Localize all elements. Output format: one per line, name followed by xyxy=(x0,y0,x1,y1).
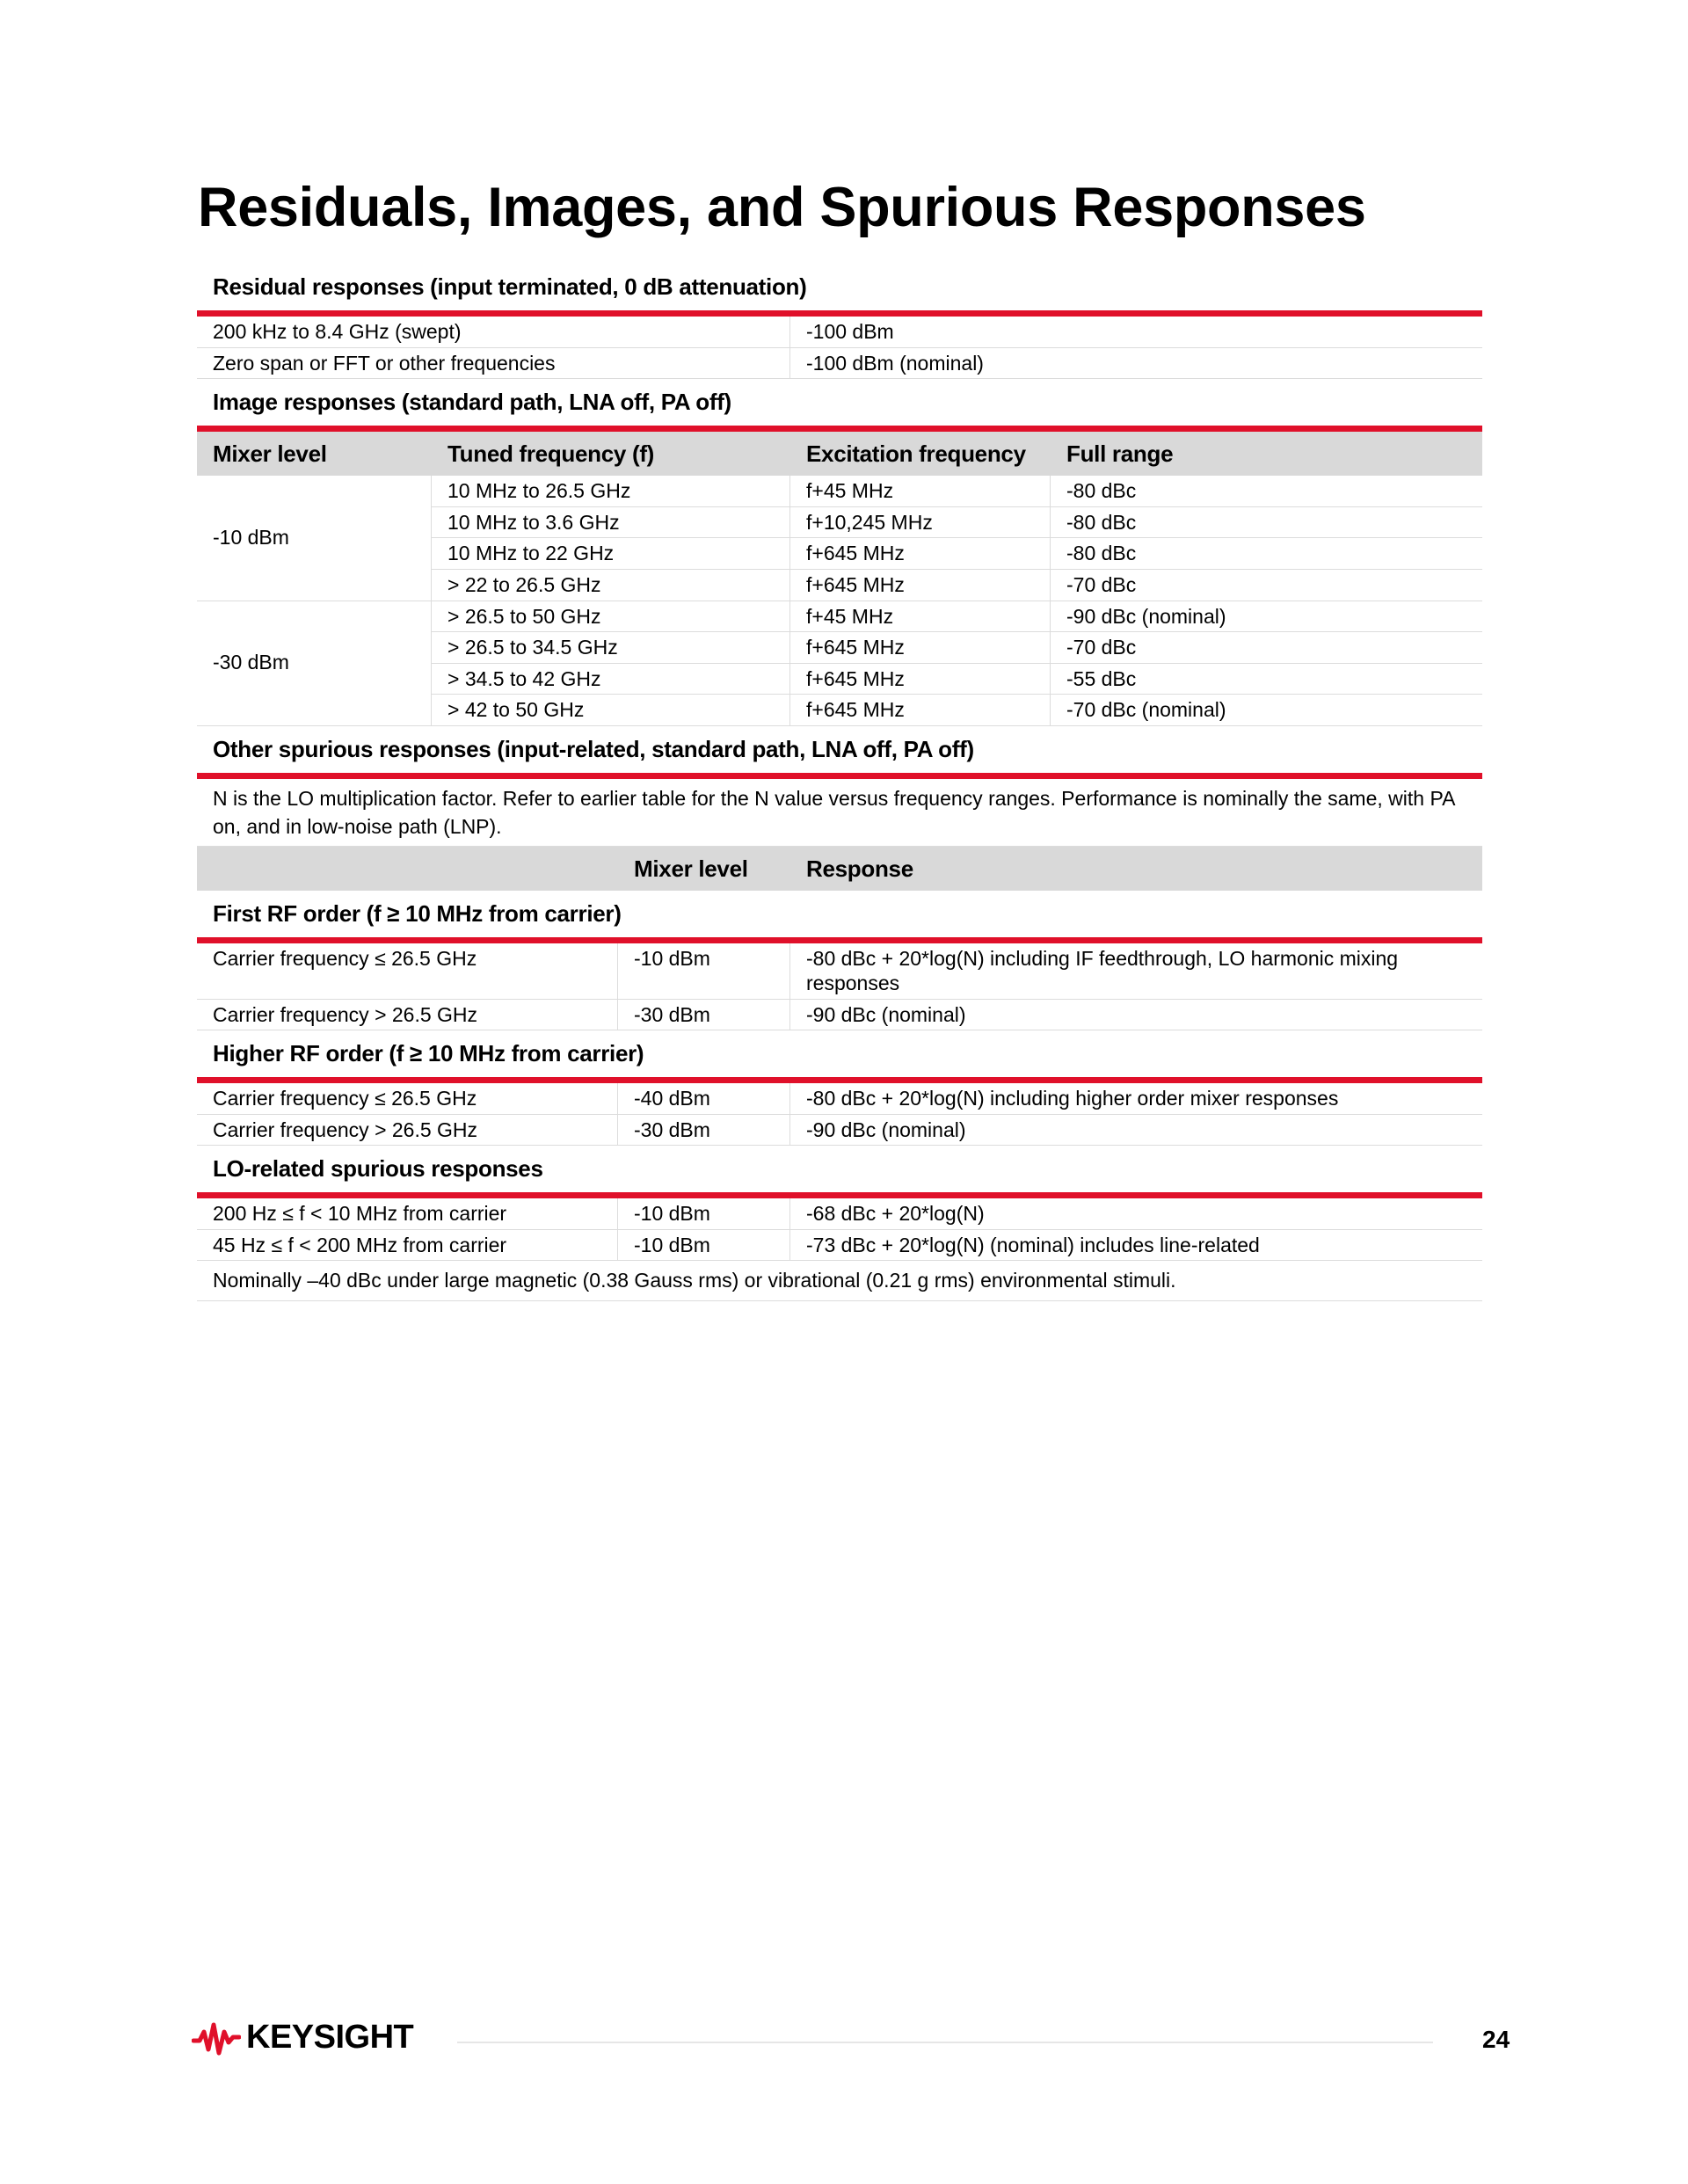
table-cell: -70 dBc xyxy=(1066,572,1137,596)
table-header xyxy=(197,432,1482,476)
table-row xyxy=(197,1230,1482,1262)
table-cell: -80 dBc + 20*log(N) including IF feedthrough, LO harmonic mixing responses xyxy=(806,947,1399,994)
section-heading-residual: Residual responses (input terminated, 0 dB attenuation) xyxy=(213,273,807,300)
table-row xyxy=(197,348,1482,380)
table-cell: f+645 MHz xyxy=(790,632,1051,663)
keysight-wave-icon xyxy=(192,2020,241,2057)
column-header: Tuned frequency (f) xyxy=(447,440,655,467)
table-cell: -100 dBm (nominal) xyxy=(806,351,984,375)
table-cell: > 34.5 to 42 GHz xyxy=(432,664,790,695)
column-header: Mixer level xyxy=(634,855,748,882)
table-cell: Carrier frequency ≤ 26.5 GHz xyxy=(197,943,618,998)
table-cell: f+45 MHz xyxy=(790,601,1051,632)
table-cell: f+645 MHz xyxy=(790,695,1051,725)
table-cell: 10 MHz to 26.5 GHz xyxy=(432,476,790,506)
table-cell: -30 dBm xyxy=(618,1000,790,1030)
table-header xyxy=(197,847,1482,891)
footer-divider xyxy=(457,2042,1433,2043)
table-cell: -30 dBm xyxy=(618,1115,790,1146)
table-row xyxy=(432,507,1482,539)
table-cell: Carrier frequency > 26.5 GHz xyxy=(197,1000,618,1030)
table-cell: Zero span or FFT or other frequencies xyxy=(197,348,790,379)
subsection-heading-first-rf: First RF order (f ≥ 10 MHz from carrier) xyxy=(213,900,622,928)
column-header: Mixer level xyxy=(213,440,327,467)
table-cell: -10 dBm xyxy=(618,943,790,998)
table-cell: > 26.5 to 50 GHz xyxy=(432,601,790,632)
table-row xyxy=(432,538,1482,570)
table-cell: -80 dBc xyxy=(1066,479,1137,503)
table-cell: > 26.5 to 34.5 GHz xyxy=(432,632,790,663)
table-cell: -68 dBc + 20*log(N) xyxy=(806,1202,985,1226)
table-cell: -90 dBc (nominal) xyxy=(806,1002,966,1026)
table-cell: -80 dBc + 20*log(N) including higher order mixer responses xyxy=(806,1087,1339,1110)
table-row xyxy=(432,476,1482,507)
mixer-level-cell: -10 dBm xyxy=(197,476,432,600)
note-text: N is the LO multiplication factor. Refer to earlier table for the N value versus frequency ranges. Performance is nominally the same, with PA on, and in low-noise path (LNP). xyxy=(197,779,1482,847)
column-header: Excitation frequency xyxy=(806,440,1026,467)
subsection-heading-higher-rf: Higher RF order (f ≥ 10 MHz from carrier) xyxy=(213,1040,644,1067)
table-cell: -90 dBc (nominal) xyxy=(806,1117,966,1141)
table-cell: 10 MHz to 22 GHz xyxy=(432,538,790,569)
column-header: Full range xyxy=(1066,440,1174,467)
table-cell: 200 kHz to 8.4 GHz (swept) xyxy=(197,317,790,347)
section-divider xyxy=(197,310,1482,317)
page-number: 24 xyxy=(1482,2026,1510,2053)
table-cell: -73 dBc + 20*log(N) (nominal) includes line-related xyxy=(806,1233,1260,1256)
table-cell: -70 dBc (nominal) xyxy=(1066,698,1226,722)
mixer-level-cell: -30 dBm xyxy=(197,601,432,725)
table-cell: -10 dBm xyxy=(618,1230,790,1261)
row-group xyxy=(197,601,1482,726)
table-cell: f+645 MHz xyxy=(790,538,1051,569)
section-divider xyxy=(197,937,1482,943)
table-cell: -80 dBc xyxy=(1066,510,1137,534)
keysight-logo xyxy=(192,2019,413,2057)
table-cell: Carrier frequency ≤ 26.5 GHz xyxy=(197,1083,618,1114)
section-heading-other-spurious: Other spurious responses (input-related, standard path, LNA off, PA off) xyxy=(213,735,974,762)
column-header: Response xyxy=(806,855,913,882)
table-cell: -80 dBc xyxy=(1066,542,1137,565)
table-cell: Carrier frequency > 26.5 GHz xyxy=(197,1115,618,1146)
spec-table xyxy=(197,264,1482,1301)
table-cell: -100 dBm xyxy=(806,320,894,343)
section-divider xyxy=(197,1077,1482,1083)
table-cell: 10 MHz to 3.6 GHz xyxy=(432,507,790,538)
table-cell: 45 Hz ≤ f < 200 MHz from carrier xyxy=(197,1230,618,1261)
table-cell: -10 dBm xyxy=(618,1198,790,1229)
table-cell: f+10,245 MHz xyxy=(790,507,1051,538)
table-row xyxy=(197,1000,1482,1031)
page-title: Residuals, Images, and Spurious Responses xyxy=(198,177,1366,238)
section-divider xyxy=(197,426,1482,432)
table-row xyxy=(197,1083,1482,1115)
table-cell: > 22 to 26.5 GHz xyxy=(432,570,790,601)
table-row xyxy=(197,317,1482,348)
section-heading-image: Image responses (standard path, LNA off, PA off) xyxy=(213,389,731,416)
section-divider xyxy=(197,1192,1482,1198)
table-row xyxy=(432,664,1482,695)
note-text: Nominally –40 dBc under large magnetic (0.38 Gauss rms) or vibrational (0.21 g rms) environmental stimuli. xyxy=(197,1261,1482,1300)
row-group xyxy=(197,476,1482,601)
table-row xyxy=(432,570,1482,601)
table-cell: f+645 MHz xyxy=(790,664,1051,695)
table-cell: 200 Hz ≤ f < 10 MHz from carrier xyxy=(197,1198,618,1229)
table-row xyxy=(197,943,1482,999)
table-row xyxy=(432,632,1482,664)
brand-name: KEYSIGHT xyxy=(246,2019,414,2056)
table-row xyxy=(197,1115,1482,1147)
table-cell: f+45 MHz xyxy=(790,476,1051,506)
table-row xyxy=(432,601,1482,633)
table-cell: -55 dBc xyxy=(1066,666,1137,690)
table-row xyxy=(432,695,1482,725)
table-cell: -40 dBm xyxy=(618,1083,790,1114)
subsection-heading-lo-related: LO-related spurious responses xyxy=(213,1155,543,1183)
table-cell: -70 dBc xyxy=(1066,636,1137,659)
table-cell: > 42 to 50 GHz xyxy=(432,695,790,725)
table-row xyxy=(197,1198,1482,1230)
table-cell: -90 dBc (nominal) xyxy=(1066,604,1226,628)
section-divider xyxy=(197,773,1482,779)
table-cell: f+645 MHz xyxy=(790,570,1051,601)
